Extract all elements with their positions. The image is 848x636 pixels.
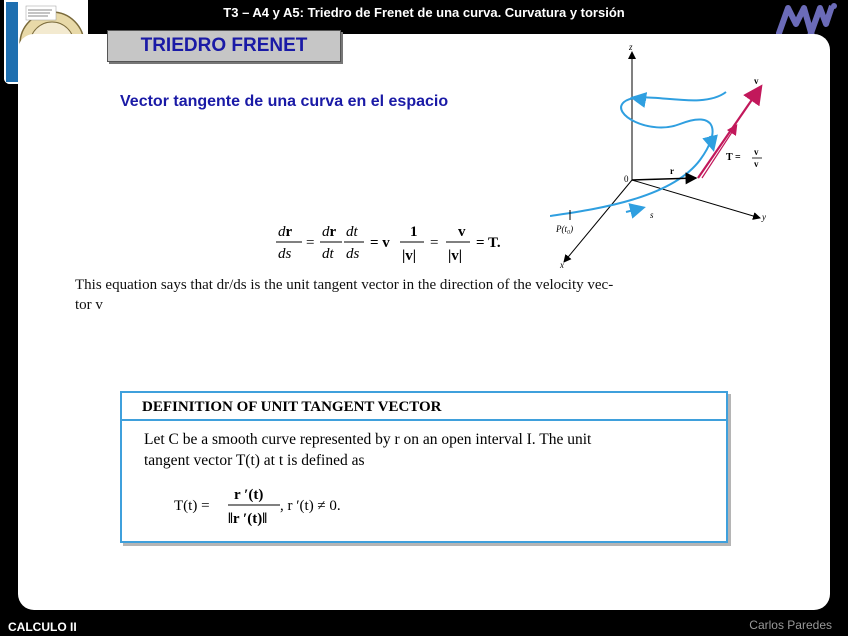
definition-formula <box>172 483 472 529</box>
svg-text:r ′(t): r ′(t) <box>234 487 264 503</box>
svg-text:dt: dt <box>346 224 358 240</box>
definition-heading: DEFINITION OF UNIT TANGENT VECTOR <box>122 393 726 421</box>
velocity-vector <box>698 88 760 178</box>
space-curve <box>550 92 726 216</box>
svg-text:, r ′(t) ≠ 0.: , r ′(t) ≠ 0. <box>280 498 341 514</box>
paragraph-line-1: This equation says that dr/ds is the unit tangent vector in the direction of the velocity vec- <box>75 277 614 293</box>
label-T-num: v <box>754 147 759 157</box>
main-equation <box>276 220 536 266</box>
header-title: T3 – A4 y A5: Triedro de Frenet de una curva. Curvatura y torsión <box>223 5 625 20</box>
label-r: r <box>670 166 674 176</box>
svg-text:dt: dt <box>322 246 334 262</box>
position-vector <box>632 178 696 180</box>
label-v: v <box>754 76 759 86</box>
svg-text:=: = <box>430 235 439 251</box>
svg-text:=: = <box>306 235 315 251</box>
paragraph-line-2: tor v <box>75 297 103 313</box>
label-origin: 0 <box>624 174 629 184</box>
svg-text:dr: dr <box>322 224 337 240</box>
definition-line-2: tangent vector T(t) at t is defined as <box>144 452 365 469</box>
label-s: s <box>650 210 654 220</box>
definition-box <box>120 391 728 543</box>
label-x: x <box>560 260 564 270</box>
svg-text:1: 1 <box>410 224 418 240</box>
x-axis <box>564 180 632 262</box>
svg-text:dr: dr <box>278 224 293 240</box>
svg-text:ds: ds <box>346 246 360 262</box>
label-z: z <box>629 42 633 52</box>
footer-course: CALCULO II <box>8 620 77 634</box>
svg-text:ds: ds <box>278 246 292 262</box>
section-title: TRIEDRO FRENET <box>107 30 341 62</box>
label-y: y <box>762 212 766 222</box>
svg-text:T(t) =: T(t) = <box>174 498 210 514</box>
footer-author: Carlos Paredes <box>749 618 832 632</box>
svg-text:v: v <box>458 224 466 240</box>
frenet-figure <box>550 40 778 272</box>
subtitle: Vector tangente de una curva en el espacio <box>120 93 449 110</box>
definition-body <box>144 429 714 471</box>
svg-text:|v|: |v| <box>448 248 463 264</box>
explanation-paragraph <box>75 275 715 315</box>
definition-line-1: Let C be a smooth curve represented by r on an open interval I. The unit <box>144 431 592 448</box>
svg-text:‖r ′(t)‖: ‖r ′(t)‖ <box>228 511 268 527</box>
label-T-den: v <box>754 159 759 169</box>
label-point: P(t₀) <box>556 224 574 234</box>
svg-text:= v: = v <box>370 235 390 251</box>
svg-text:|v|: |v| <box>402 248 417 264</box>
label-T: T = <box>726 152 741 163</box>
svg-text:= T.: = T. <box>476 235 501 251</box>
